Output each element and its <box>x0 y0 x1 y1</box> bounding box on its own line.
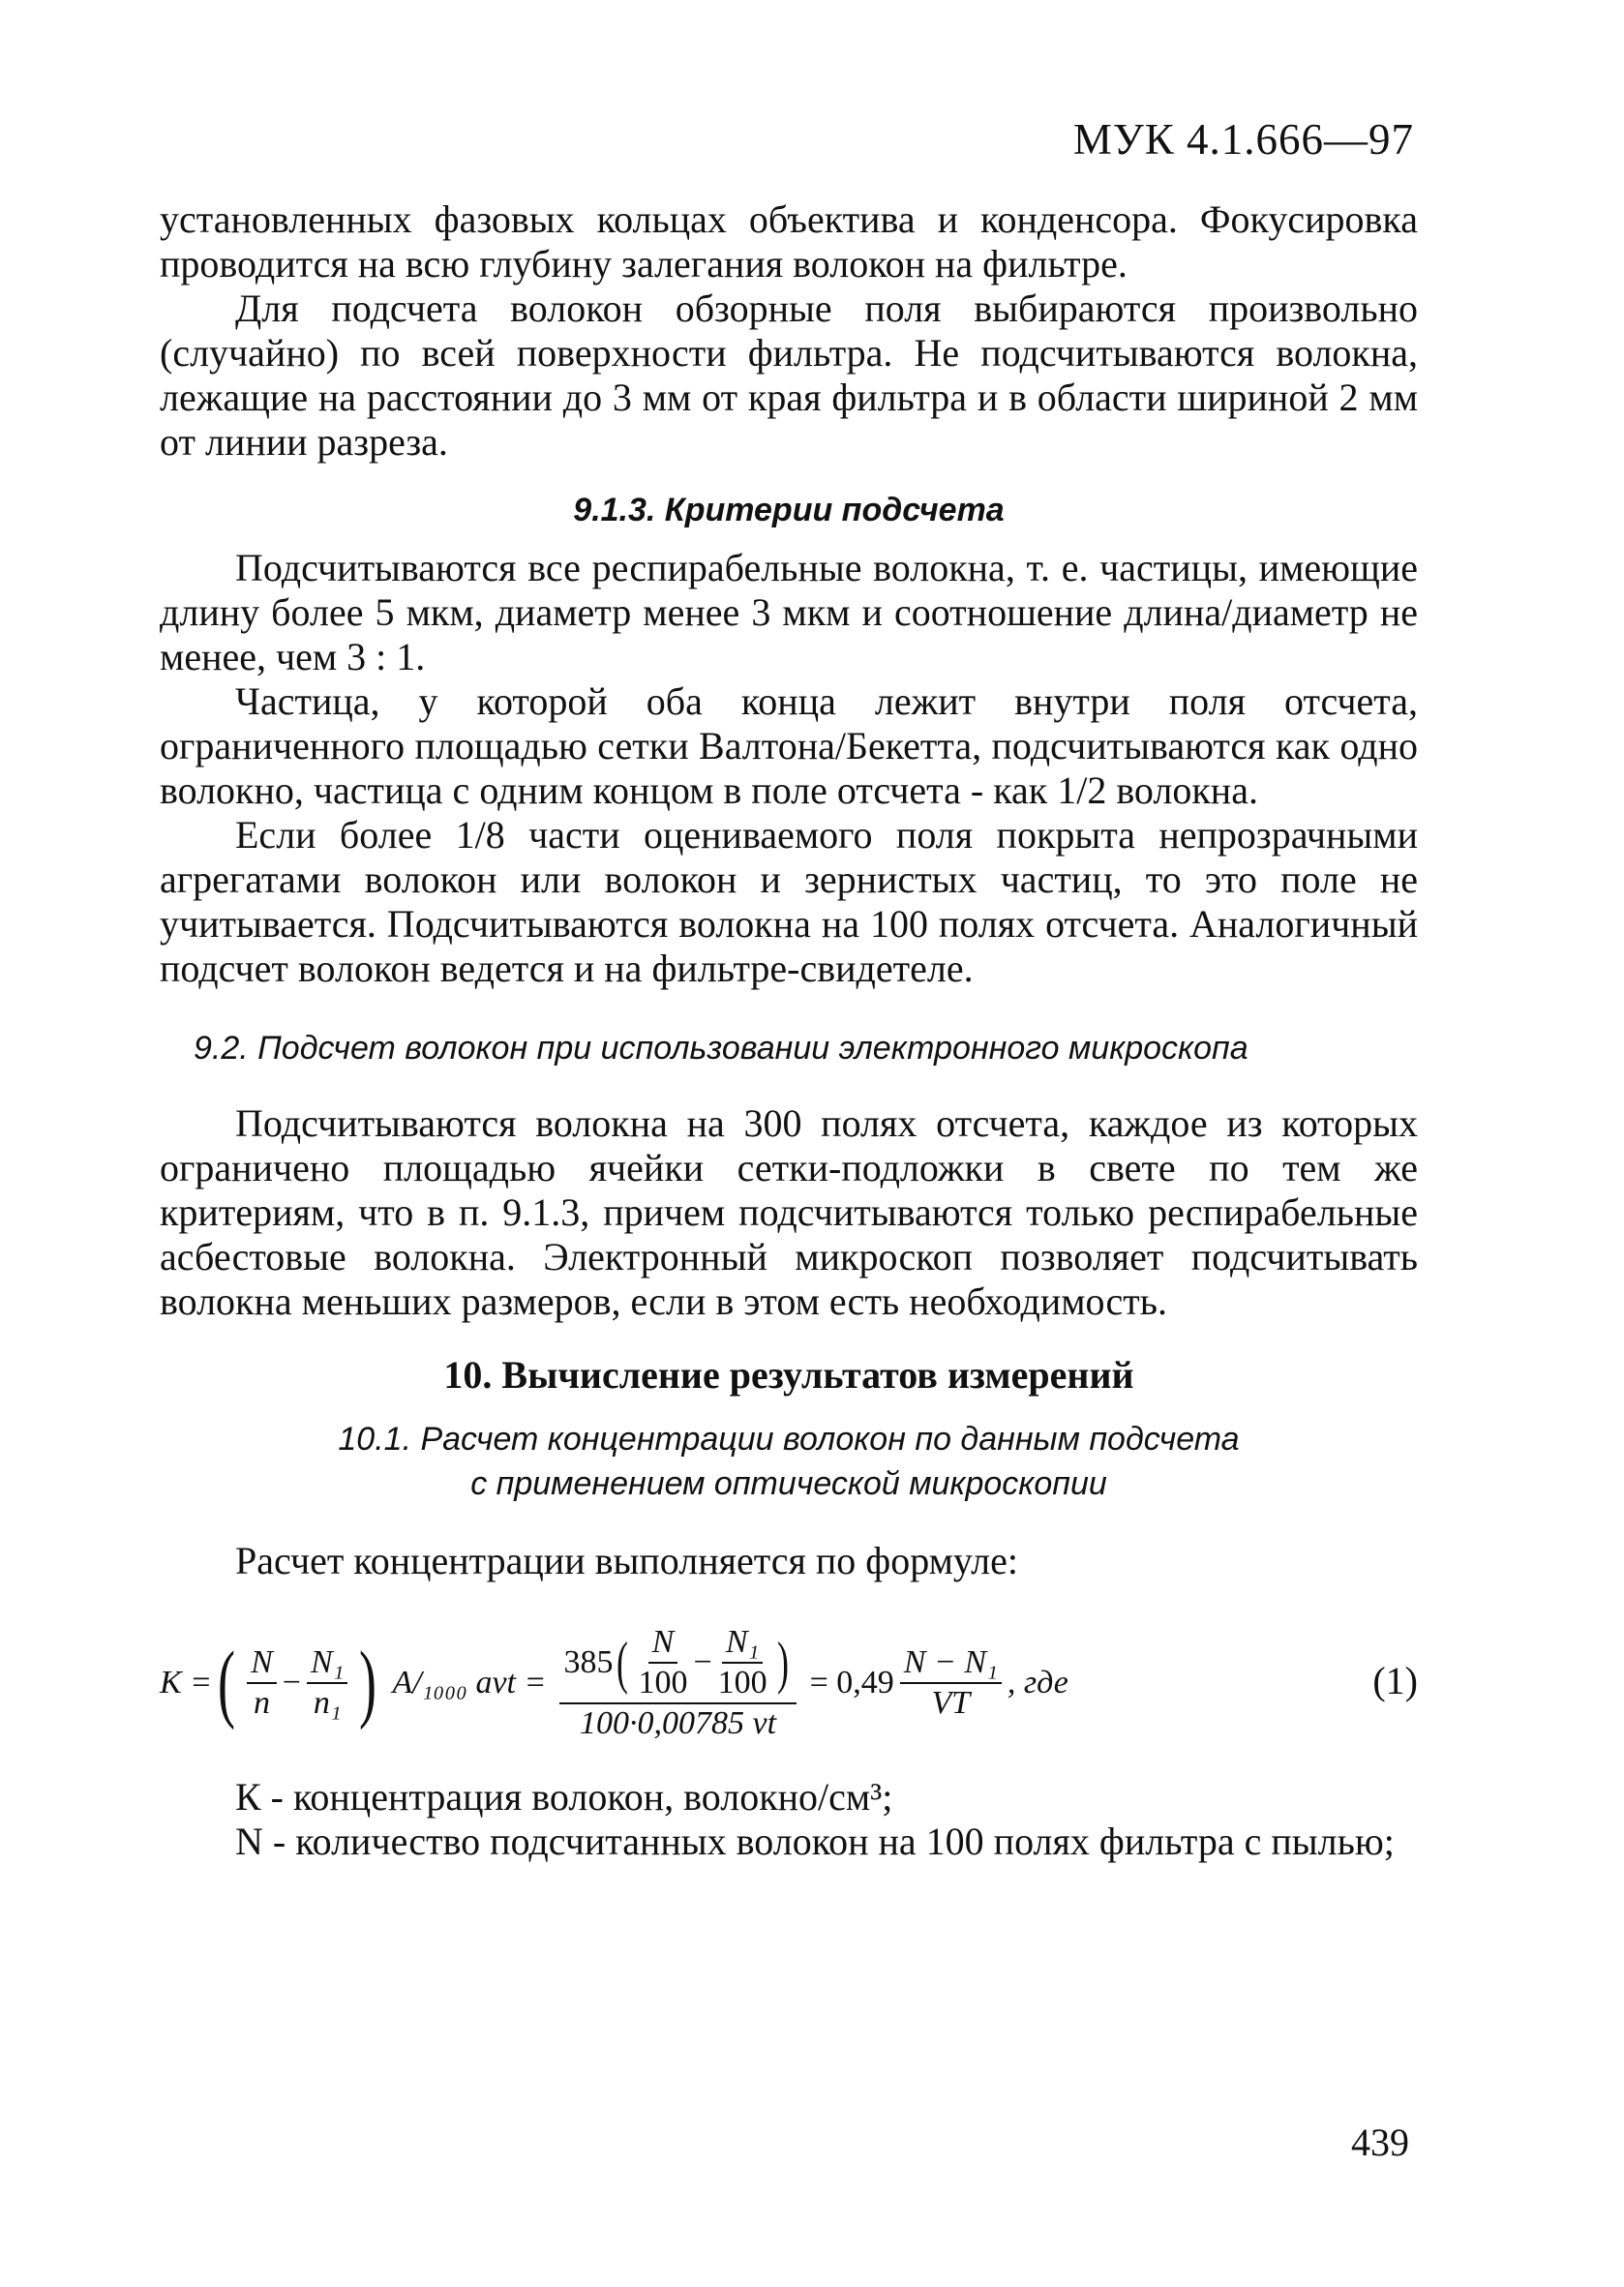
formula-lhs: K = <box>160 1665 213 1700</box>
formula-where: , где <box>1007 1665 1068 1700</box>
paragraph-opaque-aggregates: Если более 1/8 части оцениваемого поля покрыта непрозрачными агрегатами волокон или волокон и зернистых частиц, то это поле не учитывается. Подсчитываются волокна на 100 полях отсчета. Аналогичный подсчет волокон ведется и на фильтре-свидетеле. <box>160 813 1418 990</box>
paragraph-fields-selection: Для подсчета волокон обзорные поля выбираются произвольно (случайно) по всей поверхности фильтра. Не подсчитываются волокна, лежащие на расстоянии до 3 мм от края фильтра и в области шириной 2 мм от линии разреза. <box>160 286 1418 464</box>
paragraph-electron-microscope: Подсчитываются волокна на 300 полях отсчета, каждое из которых ограничено площадью ячейки сетки-подложки в свете по тем же критериям, что в п. 9.1.3, причем подсчитываются только респирабельные асбестовые волокна. Электронный микроскоп позволяет подсчитывать волокна меньших размеров, если в этом есть необходимость. <box>160 1101 1418 1323</box>
formula-1: K = ( $\frac{N}{n}$ − $\frac{\text{N₁}}{\text{n₁}}$ ) A/₁₀₀₀ avt = 385 ( $\frac{N}{100}$ − $\frac{\text{N₁}}{100}$ ) 100·0,00785 vt = 0,49 $\frac{\text{N − N₁}}{VT}$ , где <box>160 1624 1068 1741</box>
formula-block <box>160 1601 1418 1765</box>
paragraph-formula-intro: Расчет концентрации выполняется по формуле: <box>235 1539 1019 1582</box>
paragraph-focus: установленных фазовых кольцах объектива и конденсора. Фокусировка проводится на всю глубину залегания волокон на фильтре. <box>160 197 1418 286</box>
document-code: МУК 4.1.666—97 <box>1072 115 1414 164</box>
section-heading-10: 10. Вычисление результатов измерений <box>443 1353 1134 1397</box>
definition-n: N - количество подсчитанных волокон на 100 полях фильтра с пылью; <box>235 1820 1395 1863</box>
formula-paren-open: ( <box>218 1635 236 1730</box>
section-heading-10-1-line1: 10.1. Расчет концентрации волокон по данным подсчета <box>338 1421 1240 1458</box>
formula-paren-close: ) <box>359 1635 377 1730</box>
section-heading-10-1-line2: с применением оптической микроскопии <box>470 1465 1107 1502</box>
paragraph-criteria: Подсчитываются все респирабельные волокна, т. е. частицы, имеющие длину более 5 мкм, диаметр менее 3 мкм и соотношение длина/диаметр не менее, чем 3 : 1. <box>160 546 1418 678</box>
formula-fraction-n: $\frac{N}{n}$ <box>247 1645 277 1721</box>
formula-fraction-n1: $\frac{\text{N₁}}{\text{n₁}}$ <box>307 1645 348 1721</box>
page-body <box>160 197 1418 1864</box>
equation-number: (1) <box>1372 1659 1418 1702</box>
page-number: 439 <box>1351 2121 1409 2164</box>
definition-k: К - концентрация волокон, волокно/см³; <box>235 1775 893 1819</box>
paragraph-particle-ends: Частица, у которой оба конца лежит внутри поля отсчета, ограниченного площадью сетки Валтона/Бекетта, подсчитываются как одно волокно, частица с одним концом в поле отсчета - как 1/2 волокна. <box>160 679 1418 812</box>
formula-fraction-vt: $\frac{\text{N − N₁}}{VT}$ <box>900 1645 1002 1721</box>
formula-equals-coefficient: = 0,49 <box>809 1665 894 1700</box>
formula-area-term: A/₁₀₀₀ avt = <box>392 1665 547 1700</box>
formula-big-fraction: 385 ( $\frac{N}{100}$ − $\frac{\text{N₁}}{100}$ ) 100·0,00785 vt <box>559 1625 796 1741</box>
section-heading-9-2: 9.2. Подсчет волокон при использовании электронного микроскопа <box>194 1030 1248 1067</box>
section-heading-9-1-3: 9.1.3. Критерии подсчета <box>573 492 1005 528</box>
